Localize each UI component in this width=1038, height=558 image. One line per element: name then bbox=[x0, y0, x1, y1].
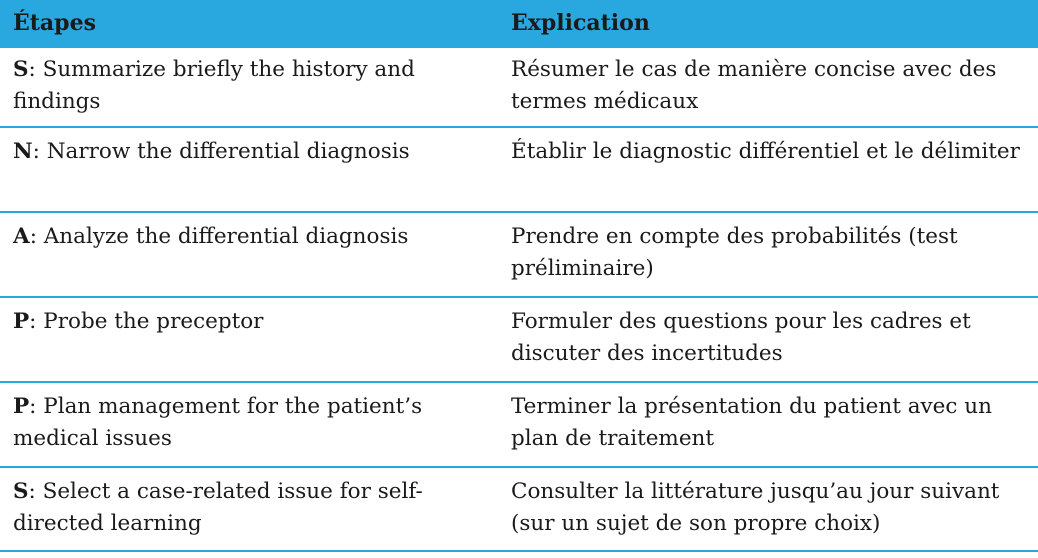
table-header bbox=[0, 0, 1038, 47]
step-cell bbox=[0, 382, 498, 467]
step-text: : Narrow the differential diagnosis bbox=[32, 139, 410, 164]
step-text: : Plan management for the patient’s medical issues bbox=[13, 394, 423, 451]
step-cell bbox=[0, 467, 498, 551]
step-letter: P bbox=[13, 394, 30, 419]
step-letter: S bbox=[13, 57, 29, 82]
header-steps: Étapes bbox=[0, 0, 498, 47]
step-cell bbox=[0, 47, 498, 127]
step-letter: N bbox=[13, 139, 33, 164]
explanation-cell: Terminer la présentation du patient avec un plan de traitement bbox=[498, 382, 1038, 467]
table-row bbox=[0, 382, 1038, 467]
table-row bbox=[0, 297, 1038, 382]
explanation-cell: Résumer le cas de manière concise avec des termes médicaux bbox=[498, 47, 1038, 127]
step-cell bbox=[0, 297, 498, 382]
step-cell bbox=[0, 212, 498, 297]
header-explanation: Explication bbox=[498, 0, 1038, 47]
explanation-cell: Consulter la littérature jusqu’au jour suivant (sur un sujet de son propre choix) bbox=[498, 467, 1038, 551]
table-body bbox=[0, 47, 1038, 551]
step-letter: S bbox=[13, 479, 29, 504]
step-text: : Analyze the differential diagnosis bbox=[29, 224, 409, 249]
step-text: : Select a case-related issue for self-directed learning bbox=[13, 479, 423, 536]
step-letter: A bbox=[13, 224, 30, 249]
step-letter: P bbox=[13, 309, 30, 334]
explanation-cell: Prendre en compte des probabilités (test préliminaire) bbox=[498, 212, 1038, 297]
explanation-cell: Formuler des questions pour les cadres et discuter des incertitudes bbox=[498, 297, 1038, 382]
step-text: : Summarize briefly the history and findings bbox=[13, 57, 415, 114]
step-text: : Probe the preceptor bbox=[29, 309, 264, 334]
table-row bbox=[0, 127, 1038, 212]
explanation-cell: Établir le diagnostic différentiel et le délimiter bbox=[498, 127, 1038, 212]
step-cell bbox=[0, 127, 498, 212]
table-row bbox=[0, 47, 1038, 127]
table-row bbox=[0, 212, 1038, 297]
table-row bbox=[0, 467, 1038, 551]
header-row bbox=[0, 0, 1038, 47]
